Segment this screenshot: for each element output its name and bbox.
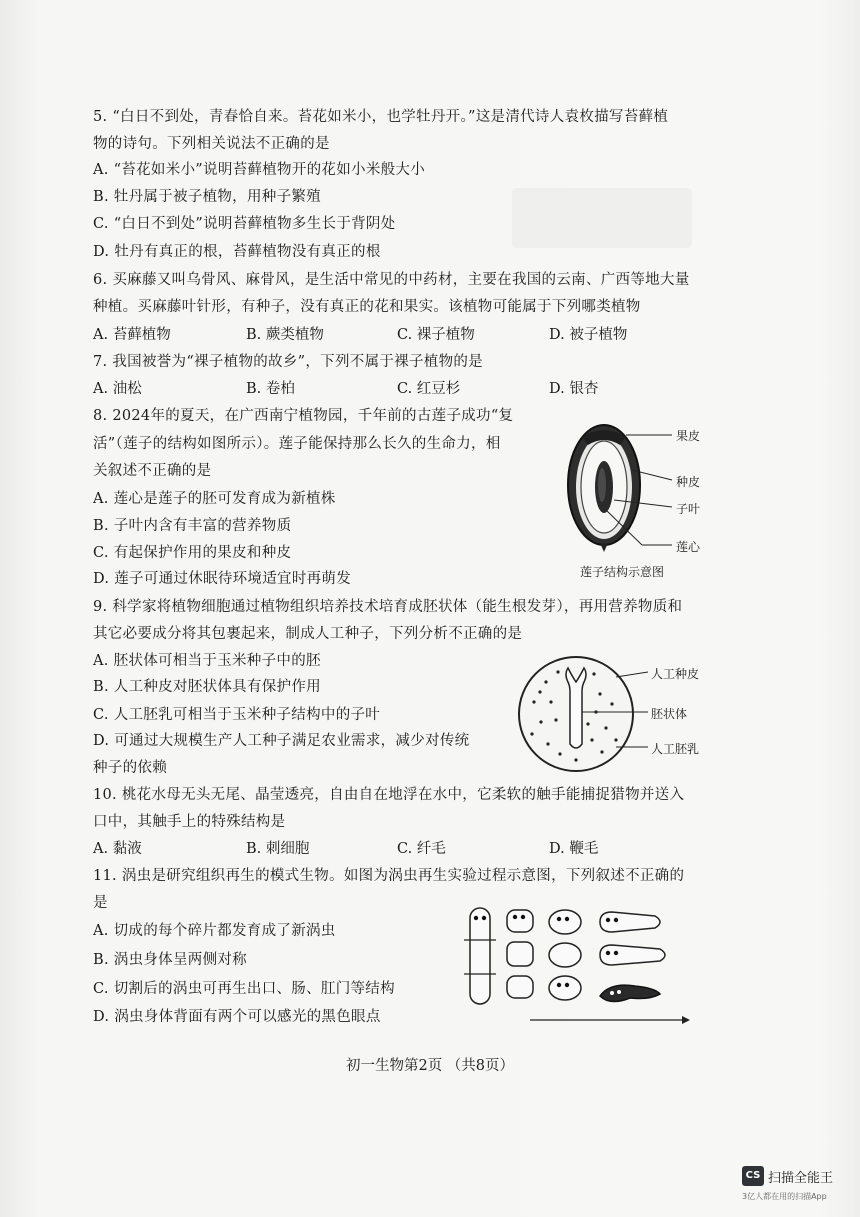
- q7-option-b: B. 卷柏: [246, 381, 295, 397]
- q10-option-c: C. 纤毛: [397, 841, 446, 857]
- q6-option-b: B. 蕨类植物: [246, 327, 324, 343]
- q7-option-c: C. 红豆杉: [397, 381, 461, 397]
- q9-option-d-line1: D. 可通过大规模生产人工种子满足农业需求，减少对传统: [93, 733, 470, 749]
- q8-stem-line1: 8. 2024年的夏天，在广西南宁植物园，千年前的古莲子成功“复: [93, 408, 514, 424]
- q8-option-b: B. 子叶内含有丰富的营养物质: [93, 518, 292, 534]
- label-pericarp: 果皮: [676, 429, 701, 443]
- q6-option-d: D. 被子植物: [549, 327, 628, 343]
- scanner-app-name: 扫描全能王: [768, 1171, 834, 1186]
- q5-stem-line1: 5. “白日不到处，青春恰自来。苔花如米小，也学牡丹开。”这是清代诗人袁枚描写苔藓植: [93, 109, 669, 125]
- q10-stem-line1: 10. 桃花水母无头无尾、晶莹透亮，自由自在地浮在水中，它柔软的触手能捕捉猎物并送入: [93, 787, 685, 803]
- q6-stem-line1: 6. 买麻藤又叫乌骨风、麻骨风，是生活中常见的中药材，主要在我国的云南、广西等地大量: [93, 272, 690, 288]
- scanner-logo-icon: CS: [742, 1166, 764, 1186]
- q8-stem-line2: 活”（莲子的结构如图所示）。莲子能保持那么长久的生命力，相: [93, 436, 501, 452]
- planarian-regeneration-diagram: [460, 902, 700, 1032]
- q5-option-c: C. “白日不到处”说明苔藓植物多生长于背阴处: [93, 216, 396, 232]
- q7-stem: 7. 我国被誉为“裸子植物的故乡”，下列不属于裸子植物的是: [93, 354, 483, 370]
- lotus-figure-caption: 莲子结构示意图: [580, 565, 665, 579]
- q9-stem-line1: 9. 科学家将植物细胞通过植物组织培养技术培育成胚状体（能生根发芽），再用营养物质和: [93, 599, 683, 615]
- bleed-through-mark: [512, 188, 692, 248]
- q8-option-c: C. 有起保护作用的果皮和种皮: [93, 545, 292, 561]
- page-footer: 初一生物第2页 （共8页）: [345, 1058, 515, 1074]
- q6-option-c: C. 裸子植物: [397, 327, 475, 343]
- q11-option-d: D. 涡虫身体背面有两个可以感光的黑色眼点: [93, 1009, 381, 1025]
- q9-option-c: C. 人工胚乳可相当于玉米种子结构中的子叶: [93, 707, 381, 723]
- q8-option-d: D. 莲子可通过休眠待环境适宜时再萌发: [93, 571, 352, 587]
- label-cotyledon: 子叶: [676, 502, 701, 516]
- q8-stem-line3: 关叙述不正确的是: [93, 463, 212, 479]
- q7-option-a: A. 油松: [93, 381, 142, 397]
- q9-option-b: B. 人工种皮对胚状体具有保护作用: [93, 679, 321, 695]
- q10-option-a: A. 黏液: [93, 841, 142, 857]
- q11-stem-line1: 11. 涡虫是研究组织再生的模式生物。如图为涡虫再生实验过程示意图，下列叙述不正确的: [93, 868, 685, 884]
- q5-option-b: B. 牡丹属于被子植物，用种子繁殖: [93, 189, 321, 205]
- q11-stem-line2: 是: [93, 895, 108, 911]
- q9-option-a: A. 胚状体可相当于玉米种子中的胚: [93, 653, 321, 669]
- label-artificial-endosperm: 人工胚乳: [651, 742, 700, 756]
- q6-option-a: A. 苔藓植物: [93, 327, 171, 343]
- q10-option-d: D. 鞭毛: [549, 841, 599, 857]
- q8-option-a: A. 莲心是莲子的胚可发育成为新植株: [93, 491, 336, 507]
- label-seed-coat: 种皮: [676, 475, 701, 489]
- label-artificial-seed-coat: 人工种皮: [651, 667, 700, 681]
- q10-option-b: B. 刺细胞: [246, 841, 310, 857]
- scanner-watermark: [742, 1166, 852, 1206]
- q11-option-b: B. 涡虫身体呈两侧对称: [93, 952, 247, 968]
- q10-stem-line2: 口中，其触手上的特殊结构是: [93, 814, 286, 830]
- label-plumule: 莲心: [676, 540, 701, 554]
- q9-option-d-line2: 种子的依赖: [93, 760, 167, 776]
- q11-option-a: A. 切成的每个碎片都发育成了新涡虫: [93, 923, 336, 939]
- q9-stem-line2: 其它必要成分将其包裹起来，制成人工种子，下列分析不正确的是: [93, 626, 523, 642]
- q5-stem-line2: 物的诗句。下列相关说法不正确的是: [93, 136, 330, 152]
- scanner-slogan: 3亿人都在用的扫描App: [742, 1192, 827, 1201]
- q5-option-a: A. “苔花如米小”说明苔藓植物开的花如小米般大小: [93, 162, 426, 178]
- label-embryoid: 胚状体: [651, 707, 688, 721]
- q11-option-c: C. 切割后的涡虫可再生出口、肠、肛门等结构: [93, 981, 395, 997]
- q7-option-d: D. 银杏: [549, 381, 599, 397]
- q6-stem-line2: 种植。买麻藤叶针形，有种子，没有真正的花和果实。该植物可能属于下列哪类植物: [93, 299, 641, 315]
- q5-option-d: D. 牡丹有真正的根，苔藓植物没有真正的根: [93, 244, 381, 260]
